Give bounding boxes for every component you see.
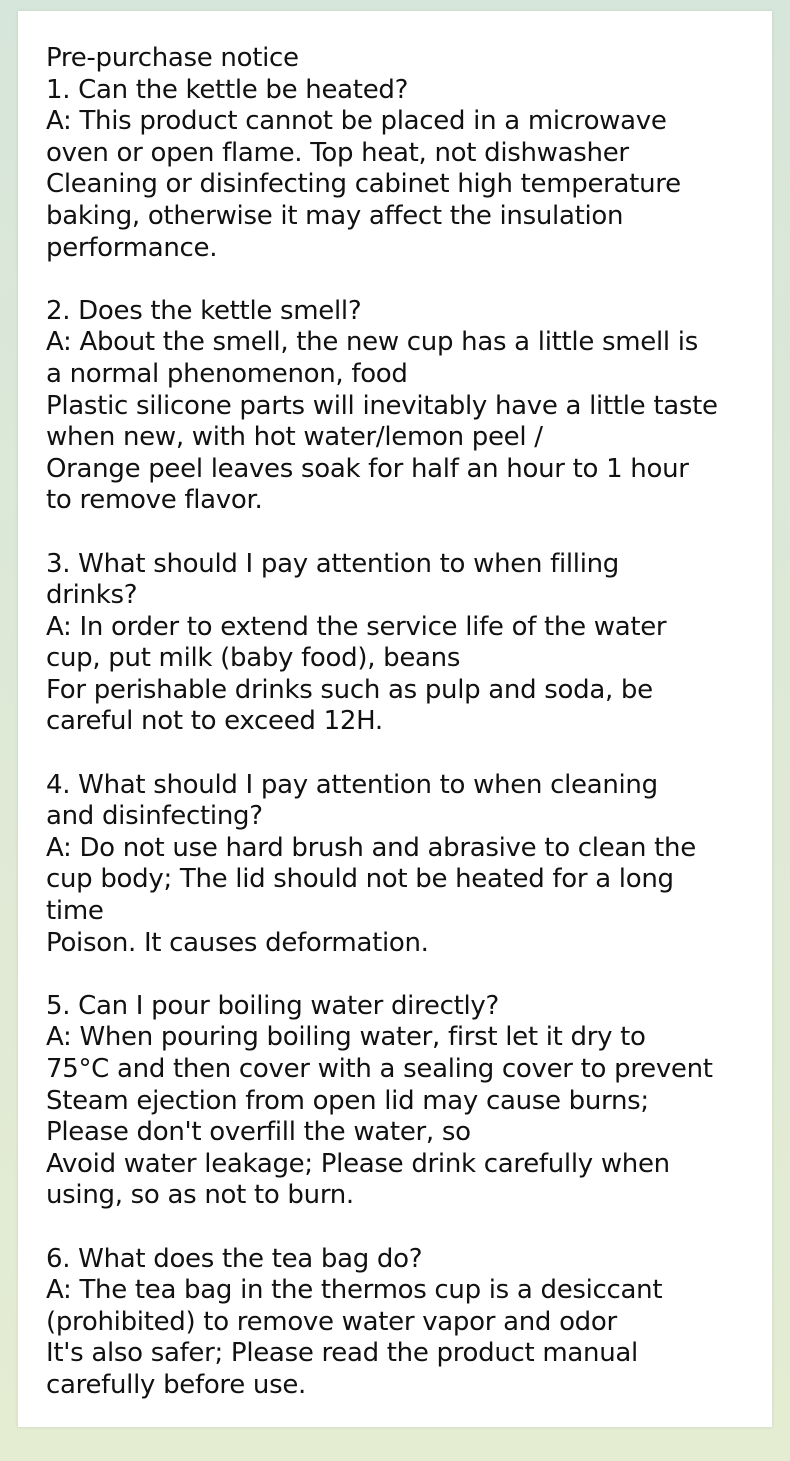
- question-3-cont: drinks?: [46, 580, 138, 611]
- answer-3-line-1: A: In order to extend the service life of the water: [46, 611, 667, 642]
- answer-3-line-4: careful not to exceed 12H.: [46, 706, 383, 737]
- answer-1-line-5: performance.: [46, 232, 218, 263]
- answer-1-line-3: Cleaning or disinfecting cabinet high temperature: [46, 169, 681, 200]
- question-3: 3. What should I pay attention to when filling: [46, 548, 620, 579]
- question-5: 5. Can I pour boiling water directly?: [46, 990, 499, 1021]
- answer-2-line-4: when new, with hot water/lemon peel /: [46, 422, 543, 453]
- notice-text: [46, 43, 768, 1402]
- answer-6-line-4: carefully before use.: [46, 1369, 306, 1400]
- answer-1-line-2: oven or open flame. Top heat, not dishwasher: [46, 137, 629, 168]
- answer-4-line-3: time: [46, 896, 104, 927]
- notice-card: [18, 11, 772, 1427]
- section-spacer: [46, 1212, 768, 1244]
- answer-4-line-4: Poison. It causes deformation.: [46, 927, 429, 958]
- section-spacer: [46, 517, 768, 549]
- answer-5-line-2: 75°C and then cover with a sealing cover to prevent: [46, 1054, 713, 1084]
- answer-1-line-4: baking, otherwise it may affect the insulation: [46, 200, 624, 231]
- answer-6-line-1: A: The tea bag in the thermos cup is a desiccant: [46, 1275, 663, 1306]
- question-6: 6. What does the tea bag do?: [46, 1243, 423, 1274]
- answer-3-line-2: cup, put milk (baby food), beans: [46, 643, 461, 674]
- answer-2-line-5: Orange peel leaves soak for half an hour to 1 hour: [46, 453, 689, 484]
- section-spacer: [46, 264, 768, 296]
- answer-4-line-2: cup body; The lid should not be heated for a long: [46, 864, 674, 895]
- question-2: 2. Does the kettle smell?: [46, 295, 362, 326]
- question-4-cont: and disinfecting?: [46, 801, 263, 832]
- answer-1-line-1: A: This product cannot be placed in a microwave: [46, 106, 667, 137]
- answer-5-line-6: using, so as not to burn.: [46, 1180, 354, 1211]
- answer-6-line-3: It's also safer; Please read the product manual: [46, 1338, 638, 1369]
- answer-2-line-3: Plastic silicone parts will inevitably have a little taste: [46, 390, 718, 421]
- answer-2-line-1: A: About the smell, the new cup has a little smell is: [46, 327, 698, 358]
- answer-5-line-4: Please don't overfill the water, so: [46, 1117, 471, 1148]
- section-spacer: [46, 738, 768, 770]
- answer-5-line-1: A: When pouring boiling water, first let it dry to: [46, 1022, 646, 1053]
- question-1: 1. Can the kettle be heated?: [46, 74, 409, 105]
- answer-2-line-6: to remove flavor.: [46, 485, 263, 516]
- question-4: 4. What should I pay attention to when cleaning: [46, 769, 658, 800]
- answer-6-line-2: (prohibited) to remove water vapor and odor: [46, 1306, 617, 1337]
- answer-3-line-3: For perishable drinks such as pulp and soda, be: [46, 674, 653, 705]
- section-spacer: [46, 959, 768, 991]
- answer-4-line-1: A: Do not use hard brush and abrasive to clean the: [46, 832, 696, 863]
- notice-title: Pre-purchase notice: [46, 43, 299, 73]
- answer-2-line-2: a normal phenomenon, food: [46, 358, 408, 389]
- answer-5-line-3: Steam ejection from open lid may cause burns;: [46, 1085, 649, 1116]
- answer-5-line-5: Avoid water leakage; Please drink carefully when: [46, 1148, 670, 1179]
